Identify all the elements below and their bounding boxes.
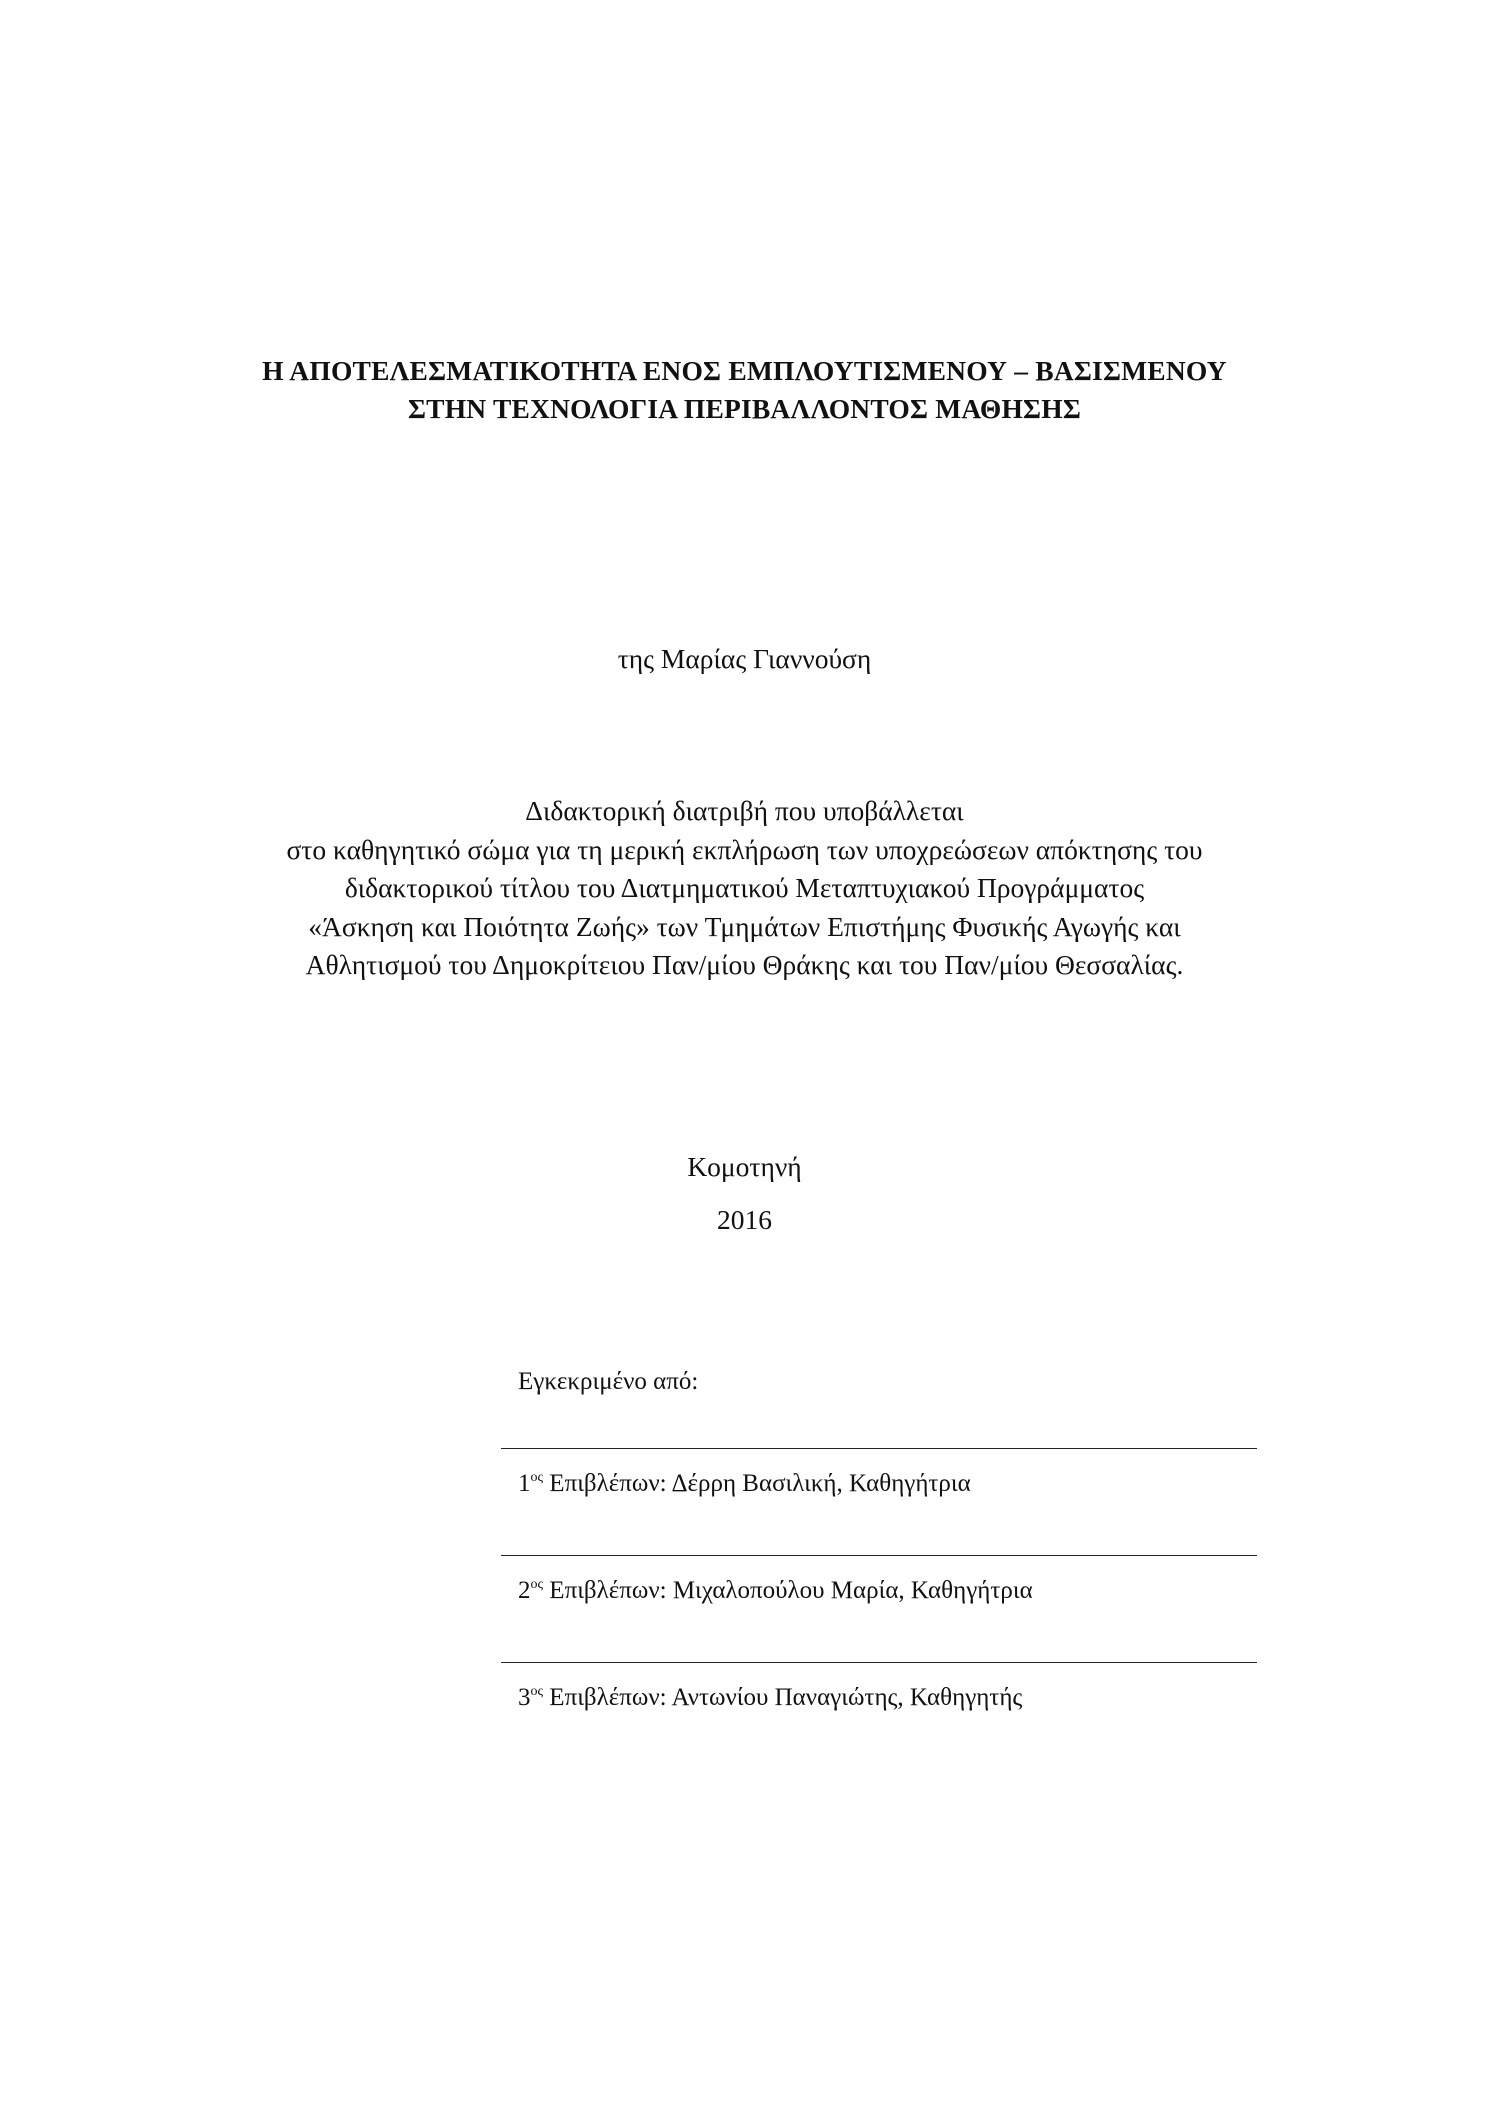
- committee-list: [501, 1448, 1257, 1769]
- committee-member-text: [518, 1681, 1022, 1715]
- committee-member-2: [501, 1555, 1257, 1662]
- author-line: της Μαρίας Γιαννούση: [617, 643, 872, 674]
- member-details: Επιβλέπων: Δέρρη Βασιλική, Καθηγήτρια: [543, 1470, 971, 1497]
- ordinal-suffix: ος: [530, 1684, 544, 1699]
- member-number: 3: [518, 1684, 531, 1711]
- description-line-1: Διδακτορική διατριβή που υποβάλλεται: [525, 795, 964, 826]
- place: Κομοτηνή: [687, 1151, 802, 1182]
- description-line-2: στο καθηγητικό σώμα για τη μερική εκπλήρωση των υποχρεώσεων απόκτησης του: [286, 833, 1203, 865]
- description-line-4: «Άσκηση και Ποιότητα Ζωής» των Τμημάτων Επιστήμης Φυσικής Αγωγής και: [308, 910, 1181, 942]
- ordinal-suffix: ος: [530, 1577, 544, 1592]
- approval-label: Εγκεκριμένο από:: [518, 1368, 699, 1395]
- year: 2016: [717, 1204, 772, 1235]
- member-number: 2: [518, 1577, 531, 1604]
- committee-member-3: [501, 1662, 1257, 1769]
- thesis-description: [0, 792, 1489, 985]
- place-and-year: [0, 1140, 1489, 1246]
- description-line-5: Αθλητισμού του Δημοκρίτειου Παν/μίου Θράκης και του Παν/μίου Θεσσαλίας.: [305, 949, 1184, 980]
- thesis-title-line-2: ΣΤΗΝ ΤΕΧΝΟΛΟΓΙΑ ΠΕΡΙΒΑΛΛΟΝΤΟΣ ΜΑΘΗΣΗΣ: [408, 393, 1081, 424]
- thesis-title: [0, 352, 1489, 428]
- committee-member-1: [501, 1448, 1257, 1555]
- thesis-title-line-1: Η ΑΠΟΤΕΛΕΣΜΑΤΙΚΟΤΗΤΑ ΕΝΟΣ ΕΜΠΛΟΥΤΙΣΜΕΝΟΥ – ΒΑΣΙΣΜΕΝΟΥ: [262, 355, 1227, 386]
- committee-member-text: [518, 1574, 1033, 1608]
- member-details: Επιβλέπων: Μιχαλοπούλου Μαρία, Καθηγήτρια: [543, 1577, 1033, 1604]
- committee-member-text: [518, 1467, 971, 1501]
- member-details: Επιβλέπων: Αντωνίου Παναγιώτης, Καθηγητής: [543, 1684, 1023, 1711]
- description-line-3: διδακτορικού τίτλου του Διατμηματικού Μεταπτυχιακού Προγράμματος: [344, 872, 1145, 903]
- member-number: 1: [518, 1470, 531, 1497]
- ordinal-suffix: ος: [530, 1470, 544, 1485]
